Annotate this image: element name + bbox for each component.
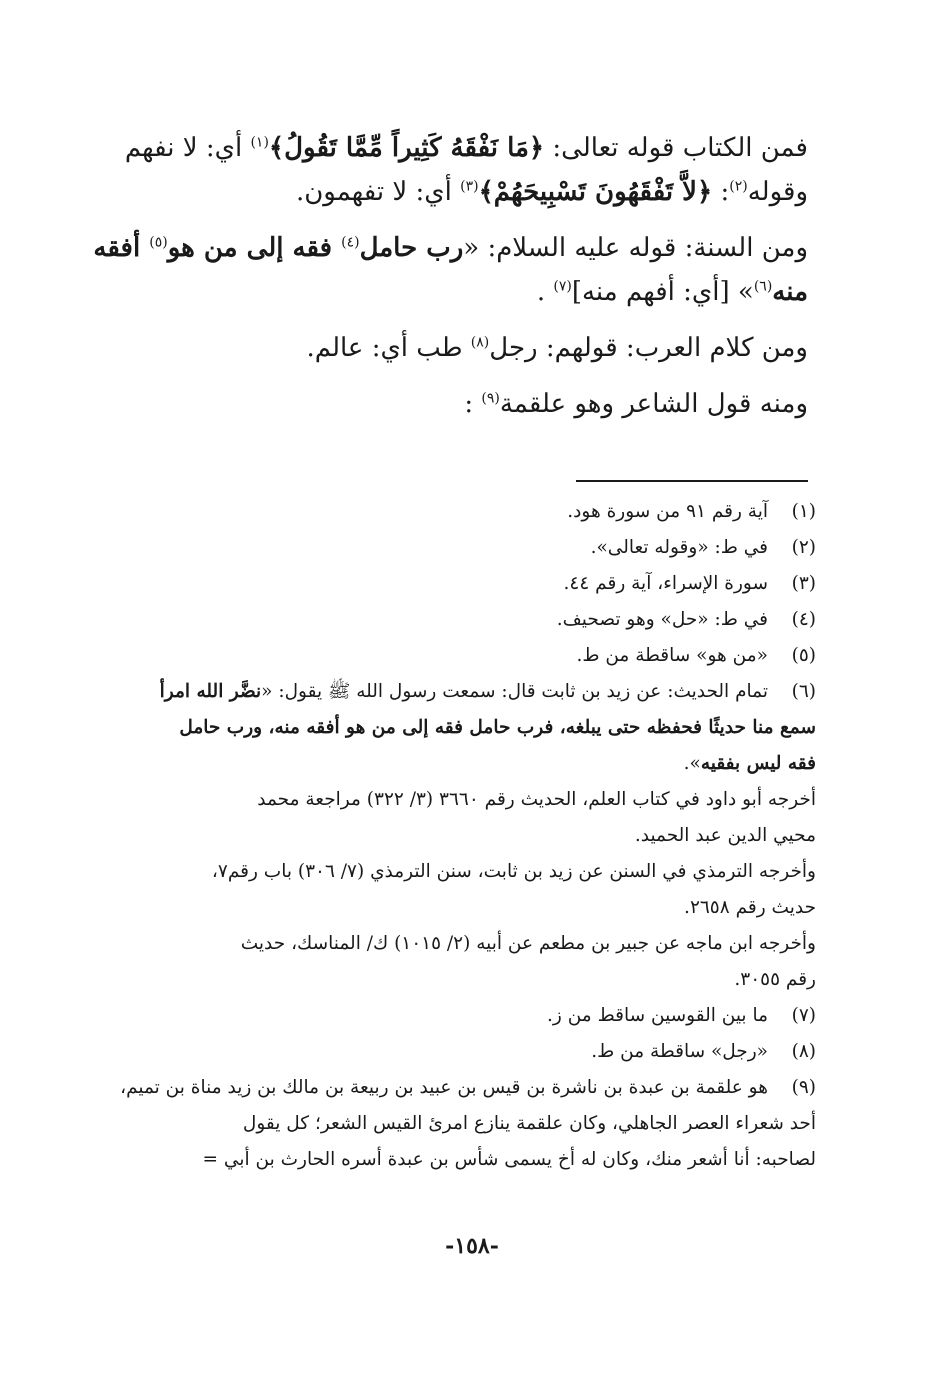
footnote-separator xyxy=(576,480,808,482)
text-span: : xyxy=(712,177,730,207)
footnote-number: (٦) xyxy=(791,681,816,702)
hadith-text: نضَّر الله امرأ xyxy=(159,681,262,702)
text-span: . xyxy=(536,277,554,307)
footnote-3 xyxy=(96,566,816,602)
footnote-8 xyxy=(96,1034,816,1070)
text-span: أي: لا تفهمون. xyxy=(295,177,461,207)
text-span: : xyxy=(464,389,482,419)
footnote-ref[interactable]: (٣) xyxy=(460,178,479,195)
text-span: تمام الحديث: عن زيد بن ثابت قال: سمعت رسول الله ﷺ يقول: « xyxy=(261,681,768,702)
footnote-ref[interactable]: (١) xyxy=(250,134,269,151)
footnote-number: (٢) xyxy=(791,537,816,558)
footnote-9 xyxy=(96,1070,816,1106)
quran-verse: ﴿مَا نَفْقَهُ كَثِيراً مِّمَّا تَقُولُ﴾ xyxy=(268,133,545,163)
text-span: محيي الدين عبد الحميد. xyxy=(634,825,816,846)
text-span: وأخرجه الترمذي في السنن عن زيد بن ثابت، سنن الترمذي (٧/ ٣٠٦) باب رقم٧، xyxy=(211,861,816,882)
footnote-ref[interactable]: (٦) xyxy=(753,278,773,295)
footnote-number: (٨) xyxy=(791,1041,816,1062)
hadith-text: سمع منا حديثًا فحفظه حتى يبلغه، فرب حامل فقه إلى من هو أفقه منه، ورب حامل xyxy=(179,717,816,738)
hadith-text: فقه ليس بفقيه xyxy=(700,753,816,774)
text-span: ». xyxy=(683,753,701,774)
text-span: أحد شعراء العصر الجاهلي، وكان علقمة ينازع امرئ القيس الشعر؛ كل يقول xyxy=(242,1113,816,1134)
footnote-text: «رجل» ساقطة من ط. xyxy=(591,1041,768,1062)
paragraph-sunnah-line-1 xyxy=(93,226,808,270)
footnote-ref[interactable]: (٤) xyxy=(341,234,360,251)
paragraph-poet xyxy=(108,382,808,426)
page-number: -١٥٨- xyxy=(445,1233,499,1259)
hadith-text: فقه إلى من هو xyxy=(167,233,342,263)
text-span: وأخرجه ابن ماجه عن جبير بن مطعم عن أبيه (٢/ ١٠١٥) ك/ المناسك، حديث xyxy=(240,933,816,954)
text-span: ومنه قول الشاعر وهو علقمة xyxy=(499,389,808,419)
footnote-6-line-3 xyxy=(96,746,816,782)
footnotes xyxy=(96,494,816,1178)
quran-verse: ﴿لاَّ تَفْقَهُونَ تَسْبِيحَهُمْ﴾ xyxy=(478,177,713,207)
footnote-ref[interactable]: (٧) xyxy=(553,278,572,295)
hadith-text: أفقه xyxy=(93,233,150,263)
footnote-5 xyxy=(96,638,816,674)
footnote-text: آية رقم ٩١ من سورة هود. xyxy=(567,501,768,522)
footnote-ref[interactable]: (٢) xyxy=(729,178,748,195)
footnote-number: (٧) xyxy=(791,1005,816,1026)
footnote-ref[interactable]: (٥) xyxy=(149,234,168,251)
footnote-ref[interactable]: (٨) xyxy=(470,334,490,351)
footnote-number: (١) xyxy=(791,501,816,522)
footnote-9-line-2 xyxy=(96,1106,816,1142)
footnote-text xyxy=(96,674,768,710)
text-span: وقوله xyxy=(747,177,808,207)
text-span: أخرجه أبو داود في كتاب العلم، الحديث رقم ٣٦٦٠ (٣/ ٣٢٢) مراجعة محمد xyxy=(257,789,816,810)
footnote-number: (٥) xyxy=(791,645,816,666)
footnote-6 xyxy=(96,674,816,710)
footnote-1 xyxy=(96,494,816,530)
text-span: طب أي: عالم. xyxy=(306,333,471,363)
paragraph-quran-line-2 xyxy=(108,170,808,214)
footnote-number: (٤) xyxy=(791,609,816,630)
footnote-ref[interactable]: (٩) xyxy=(481,390,500,407)
footnote-6-line-7 xyxy=(96,890,816,926)
text-span: رقم ٣٠٥٥. xyxy=(734,969,816,990)
hadith-text: رب حامل xyxy=(359,233,464,263)
text-span: ومن كلام العرب: قولهم: رجل xyxy=(489,333,808,363)
hadith-text: منه xyxy=(772,277,808,307)
footnote-2 xyxy=(96,530,816,566)
footnote-6-line-8 xyxy=(96,926,816,962)
text-span: أي: لا نفهم xyxy=(124,133,251,163)
footnote-text: ما بين القوسين ساقط من ز. xyxy=(547,1005,768,1026)
footnote-text: «من هو» ساقطة من ط. xyxy=(576,645,768,666)
text-span: حديث رقم ٢٦٥٨. xyxy=(684,897,816,918)
paragraph-quran-line-1 xyxy=(108,126,808,170)
footnote-4 xyxy=(96,602,816,638)
footnote-9-line-3 xyxy=(96,1142,816,1178)
footnote-number: (٣) xyxy=(791,573,816,594)
footnote-text: في ط: «حل» وهو تصحيف. xyxy=(556,609,768,630)
paragraph-arab-speech xyxy=(108,326,808,370)
text-span: فمن الكتاب قوله تعالى: xyxy=(544,133,808,163)
main-text xyxy=(93,126,808,426)
paragraph-sunnah-line-2 xyxy=(108,270,808,314)
footnote-text: سورة الإسراء، آية رقم ٤٤. xyxy=(563,573,768,594)
text-span: ومن السنة: قوله عليه السلام: « xyxy=(463,233,808,263)
footnote-text: هو علقمة بن عبدة بن ناشرة بن قيس بن عبيد بن ربيعة بن مالك بن زيد مناة بن تميم، xyxy=(120,1077,768,1098)
footnote-7 xyxy=(96,998,816,1034)
footnote-6-line-6 xyxy=(96,854,816,890)
text-span: لصاحبه: أنا أشعر منك، وكان له أخ يسمى شأس بن عبدة أسره الحارث بن أبي = xyxy=(202,1149,816,1170)
footnote-6-line-5 xyxy=(96,818,816,854)
footnote-text: في ط: «وقوله تعالى». xyxy=(590,537,768,558)
footnote-number: (٩) xyxy=(791,1077,816,1098)
footnote-6-line-4 xyxy=(96,782,816,818)
footnote-6-line-2 xyxy=(96,710,816,746)
footnote-6-line-9 xyxy=(96,962,816,998)
text-span: » [أي: أفهم منه] xyxy=(571,277,754,307)
